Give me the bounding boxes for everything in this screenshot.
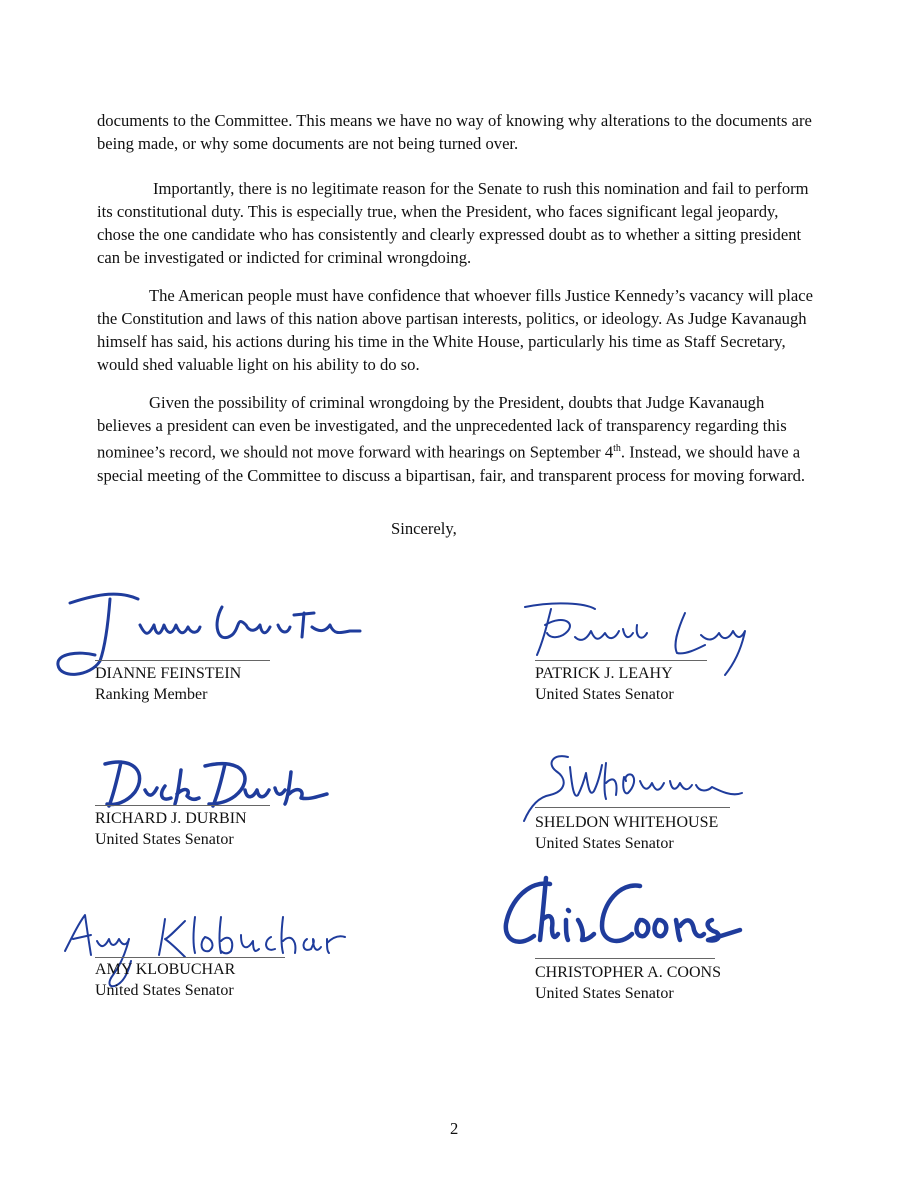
- ordinal-suffix: th: [613, 443, 621, 454]
- signatory-name: AMY KLOBUCHAR: [95, 961, 236, 978]
- body-paragraph: documents to the Committee. This means we have no way of knowing why alterations to the documents are being made, or why some documents are not being turned over.: [97, 111, 812, 153]
- paragraph-text: Given the possibility of criminal wrongdoing by the President, doubts that Judge Kavanaugh believes a president can even be investigated, and the unprecedented lack of transparency regarding this nominee’s record, we should not move forward with hearings on September 4: [97, 393, 787, 462]
- paragraph-text: . Instead, we should have a special meeting of the Committee to discuss a bipartisan, fair, and transparent process for moving forward.: [97, 442, 806, 485]
- page-number: 2: [450, 1119, 459, 1138]
- body-paragraph: The American people must have confidence that whoever fills Justice Kennedy’s vacancy will place the Constitution and laws of this nation above partisan interests, politics, or ideology. As Judge Kavanaugh himself has said, his actions during his time in the White House, particularly his time as Staff Secretary, would shed valuable light on his ability to do so.: [97, 286, 813, 374]
- signature-line: [535, 958, 715, 959]
- signatory-title: United States Senator: [535, 985, 674, 1002]
- signatory-title: United States Senator: [95, 831, 234, 848]
- signature-line: [95, 805, 270, 806]
- signatory-name: RICHARD J. DURBIN: [95, 810, 247, 827]
- signature-line: [535, 807, 730, 808]
- signature-line: [535, 660, 707, 661]
- signature-line: [95, 957, 285, 958]
- body-paragraph: Importantly, there is no legitimate reason for the Senate to rush this nomination and fail to perform its constitutional duty. This is especially true, when the President, who faces significant legal jeopardy, chose the one candidate who has consistently and clearly expressed doubt as to whether a sitting president can be investigated or indicted for criminal wrongdoing.: [97, 179, 809, 267]
- signatory-name: SHELDON WHITEHOUSE: [535, 814, 719, 831]
- closing: Sincerely,: [391, 519, 457, 538]
- signatory-name: CHRISTOPHER A. COONS: [535, 964, 721, 981]
- signature-line: [95, 660, 270, 661]
- signatory-name: PATRICK J. LEAHY: [535, 665, 673, 682]
- body-paragraph: [97, 391, 817, 487]
- signature-coons: [490, 870, 790, 970]
- signatory-title: Ranking Member: [95, 686, 208, 703]
- signatory-title: United States Senator: [535, 835, 674, 852]
- signatory-name: DIANNE FEINSTEIN: [95, 665, 242, 682]
- signatory-title: United States Senator: [535, 686, 674, 703]
- signatory-title: United States Senator: [95, 982, 234, 999]
